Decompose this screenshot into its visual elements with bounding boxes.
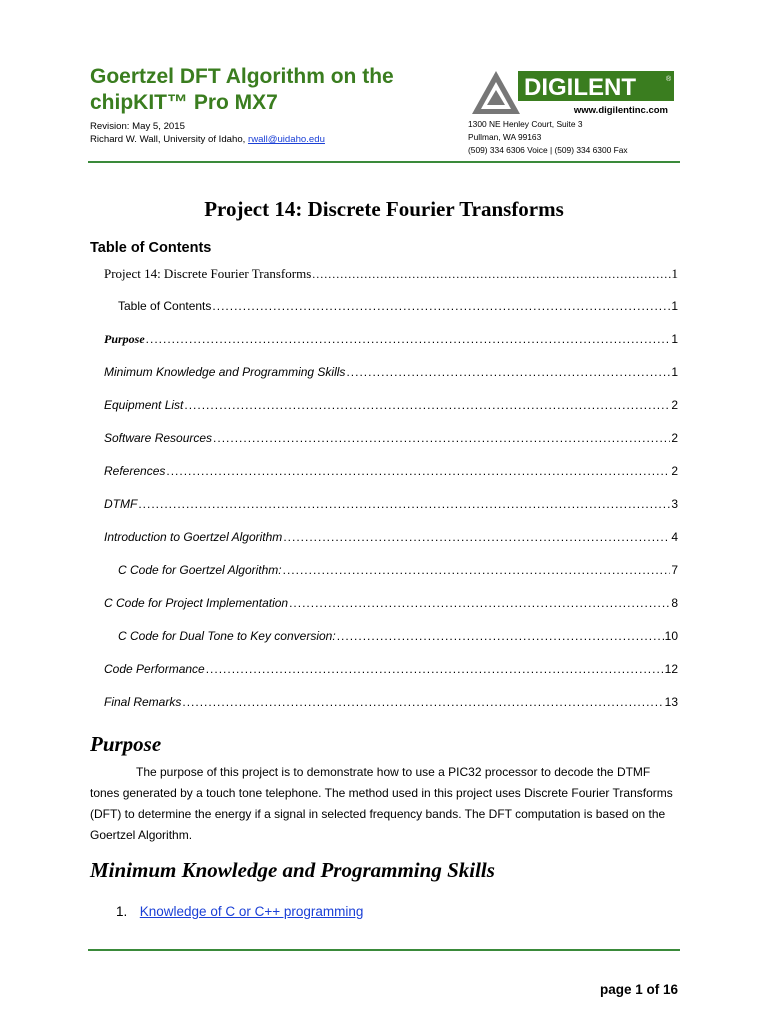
toc-entry-intro-goertzel[interactable]: Introduction to Goertzel Algorithm ..... 4: [104, 530, 678, 544]
toc-entry-software-resources[interactable]: Software Resources ..... 2: [104, 431, 678, 445]
logo-wordmark: DIGILENT: [524, 74, 636, 101]
toc-entry-final-remarks[interactable]: Final Remarks ..... 13: [104, 695, 678, 709]
author-text: Richard W. Wall, University of Idaho,: [90, 134, 248, 145]
toc-entry-c-code-project[interactable]: C Code for Project Implementation ..... 8: [104, 596, 678, 610]
skills-item-link[interactable]: Knowledge of C or C++ programming: [139, 904, 364, 919]
skills-heading: Minimum Knowledge and Programming Skills: [90, 858, 495, 882]
revision-date: Revision: May 5, 2015: [90, 121, 185, 132]
address-city: Pullman, WA 99163: [468, 132, 542, 142]
logo-triangle-icon: [472, 71, 520, 114]
purpose-text: The purpose of this project is to demonstrate how to use a PIC32 processor to decode the DTMF tones generated by a touch tone telephone. The method used in this project uses Discrete Fourier Transforms (DFT) to determine the energy if a signal in selected frequency bands. The DFT computation is based on the Goertzel Algorithm.: [90, 765, 673, 842]
author-line: [90, 134, 325, 145]
purpose-heading: Purpose: [90, 732, 162, 756]
purpose-paragraph: [90, 762, 678, 846]
toc-entry-c-code-dual-tone[interactable]: C Code for Dual Tone to Key conversion: ..... 10: [118, 629, 678, 643]
toc-entry-purpose[interactable]: Purpose ..... 1: [104, 332, 678, 347]
address-street: 1300 NE Henley Court, Suite 3: [468, 119, 583, 129]
logo-website: www.digilentinc.com: [573, 105, 668, 116]
logo-registered-mark: ®: [666, 76, 672, 83]
title-line-1: Goertzel DFT Algorithm on the: [90, 65, 394, 88]
skills-item-number: 1.: [116, 904, 128, 919]
toc-entry-project-14[interactable]: Project 14: Discrete Fourier Transforms ..... 1: [104, 266, 678, 282]
address-phone: (509) 334 6306 Voice | (509) 334 6300 Fax: [468, 145, 628, 155]
skills-list-item: [116, 904, 363, 919]
toc-entry-code-performance[interactable]: Code Performance ..... 12: [104, 662, 678, 676]
digilent-logo: [468, 68, 678, 118]
document-title: [90, 64, 460, 116]
toc-entry-c-code-goertzel[interactable]: C Code for Goertzel Algorithm: ..... 7: [118, 563, 678, 577]
toc-entry-dtmf[interactable]: DTMF ..... 3: [104, 497, 678, 511]
author-email-link[interactable]: rwall@uidaho.edu: [248, 134, 325, 145]
toc-entry-references[interactable]: References ..... 2: [104, 464, 678, 478]
page-number: page 1 of 16: [599, 982, 678, 997]
header-divider: [88, 161, 680, 163]
toc-entry-table-of-contents[interactable]: Table of Contents ..... 1: [118, 299, 678, 313]
toc-entry-equipment-list[interactable]: Equipment List ..... 2: [104, 398, 678, 412]
toc-entry-min-knowledge[interactable]: Minimum Knowledge and Programming Skills ..... 1: [104, 365, 678, 379]
toc-heading: Table of Contents: [90, 240, 212, 256]
footer-divider: [88, 949, 680, 951]
project-title: Project 14: Discrete Fourier Transforms: [204, 197, 564, 221]
title-line-2: chipKIT™ Pro MX7: [90, 91, 278, 114]
